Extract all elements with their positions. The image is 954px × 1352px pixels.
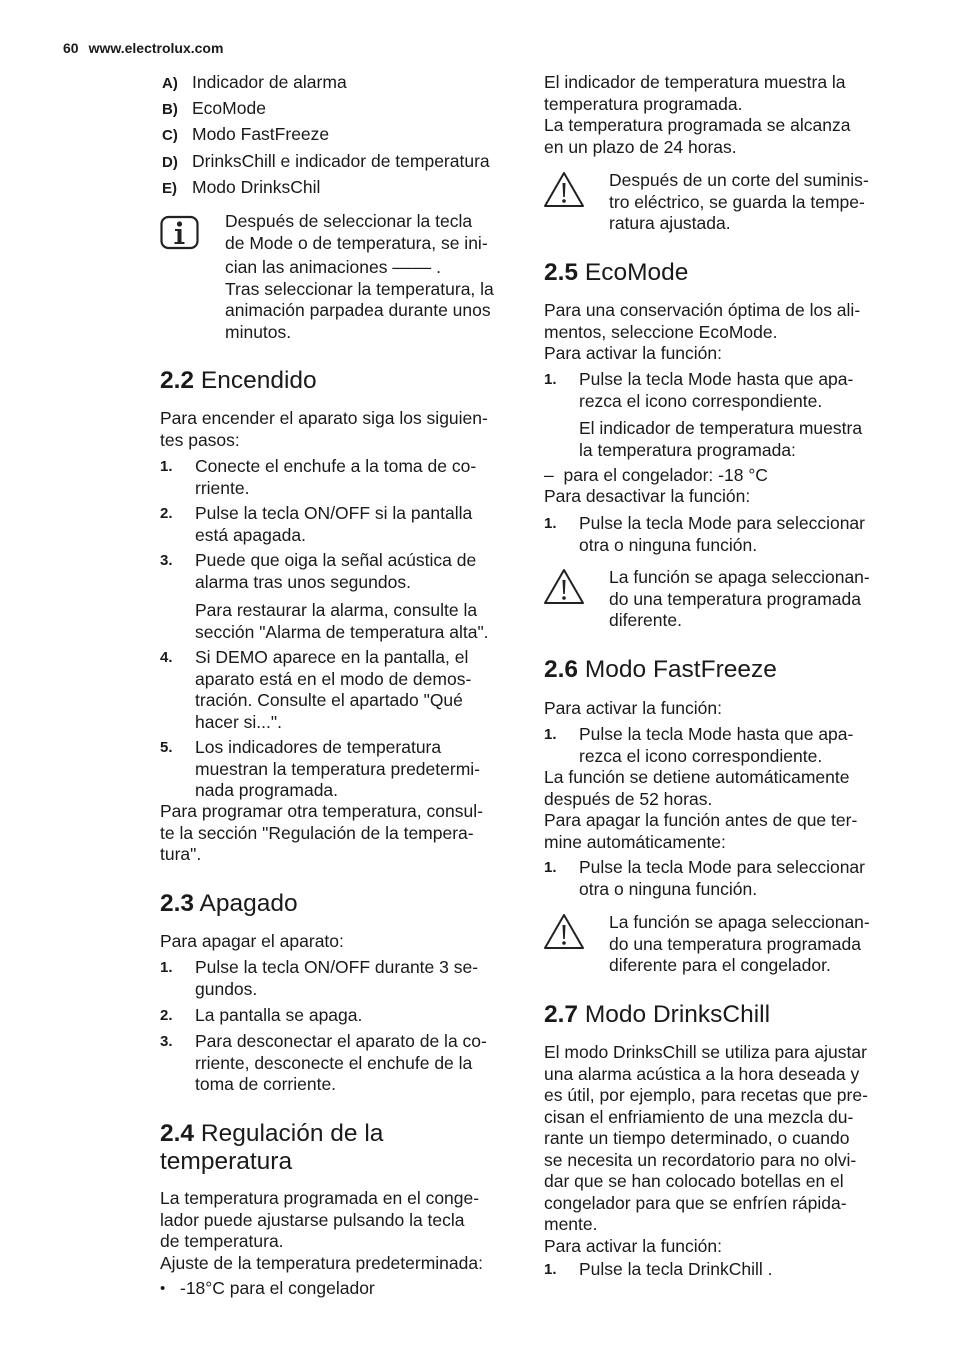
s24-intro: La temperatura programada en el conge- lador puede ajustarse pulsando la tecla de temperatura. Ajuste de la temperatura predeterminada: bbox=[160, 1188, 483, 1273]
page-header bbox=[63, 38, 233, 60]
list-item: 2. La pantalla se apaga. bbox=[160, 1005, 363, 1025]
list-item: 1. Pulse la tecla Mode para seleccionar otra o ninguna función. bbox=[544, 857, 865, 899]
list-item-note: Para restaurar la alarma, consulte la sección "Alarma de temperatura alta". bbox=[195, 600, 489, 642]
info-note: Después de seleccionar la tecla de Mode o de temperatura, se ini- cian las animaciones ‒‒‒‒ . Tras seleccionar la temperatura, la animación parpadea durante unos minutos. bbox=[160, 211, 514, 343]
page-number: 60 bbox=[63, 40, 79, 56]
s22-outro: Para programar otra temperatura, consul- te la sección "Regulación de la tempera- tura". bbox=[160, 801, 483, 864]
section-heading-2-6: 2.6 Modo FastFreeze bbox=[544, 656, 777, 683]
list-item: 1. Pulse la tecla Mode hasta que apa- rezca el icono correspondiente. bbox=[544, 369, 854, 411]
temp-indicator-text: El indicador de temperatura muestra la temperatura programada. La temperatura programada se alcanza en un plazo de 24 horas. bbox=[544, 72, 851, 157]
legend-item: D) DrinksChill e indicador de temperatura bbox=[162, 151, 490, 171]
warning-icon bbox=[544, 567, 586, 607]
warning-icon bbox=[544, 912, 586, 952]
section-heading-2-5: 2.5 EcoMode bbox=[544, 259, 689, 286]
list-item: 1. Pulse la tecla DrinkChill . bbox=[544, 1259, 773, 1279]
info-icon bbox=[160, 211, 202, 251]
section-heading-2-3: 2.3 Apagado bbox=[160, 890, 298, 917]
legend-item: B) EcoMode bbox=[162, 98, 266, 118]
list-item: 3. Para desconectar el aparato de la co- rriente, desconecte el enchufe de la toma de corriente. bbox=[160, 1031, 487, 1094]
list-item: 5. Los indicadores de temperatura muestran la temperatura predetermi- nada programada. bbox=[160, 737, 480, 800]
list-item: 3. Puede que oiga la señal acústica de alarma tras unos segundos. bbox=[160, 550, 477, 592]
bullet-item: • -18°C para el congelador bbox=[160, 1278, 375, 1298]
warning-note: La función se apaga seleccionan- do una temperatura programada diferente para el congelador. bbox=[544, 912, 894, 977]
legend-item: A) Indicador de alarma bbox=[162, 72, 347, 92]
s25-intro: Para una conservación óptima de los ali- mentos, seleccione EcoMode. Para activar la función: bbox=[544, 300, 861, 363]
s26-intro: Para activar la función: bbox=[544, 698, 723, 718]
dash-item: – para el congelador: -18 °C bbox=[544, 465, 768, 485]
section-heading-2-2: 2.2 Encendido bbox=[160, 367, 317, 394]
s26-mid: La función se detiene automáticamente después de 52 horas. Para apagar la función antes de que ter- mine automáticamente: bbox=[544, 767, 858, 852]
warning-note: Después de un corte del suminis- tro eléctrico, se guarda la tempe- ratura ajustada. bbox=[544, 170, 894, 235]
list-item: 2. Pulse la tecla ON/OFF si la pantalla está apagada. bbox=[160, 503, 473, 545]
list-item-note: El indicador de temperatura muestra la temperatura programada: bbox=[579, 418, 863, 460]
list-item: 4. Si DEMO aparece en la pantalla, el aparato está en el modo de demos- tración. Consulte el apartado "Qué hacer si...". bbox=[160, 647, 472, 732]
list-item: 1. Pulse la tecla Mode para seleccionar otra o ninguna función. bbox=[544, 513, 865, 555]
legend-item: C) Modo FastFreeze bbox=[162, 124, 330, 144]
warning-icon bbox=[544, 170, 586, 210]
s23-intro: Para apagar el aparato: bbox=[160, 931, 344, 951]
section-heading-2-7: 2.7 Modo DrinksChill bbox=[544, 1001, 771, 1028]
list-item: 1. Pulse la tecla ON/OFF durante 3 se- gundos. bbox=[160, 957, 479, 999]
list-item: 1. Conecte el enchufe a la toma de co- rriente. bbox=[160, 456, 477, 498]
s25-deactivate: Para desactivar la función: bbox=[544, 486, 751, 506]
site-url: www.electrolux.com bbox=[88, 40, 224, 56]
s27-body: El modo DrinksChill se utiliza para ajustar una alarma acústica a la hora deseada y es útil, por ejemplo, para recetas que pre- cisan el enfriamiento de una mezcla du- rante un tiempo determinado, o cuando se necesita un recordatorio para no olvi- dar que se han colocado botellas en el congelador para que se enfríen rápida- mente. Para activar la función: bbox=[544, 1042, 868, 1256]
section-heading-2-4: 2.4 Regulación de la temperatura bbox=[160, 1120, 384, 1175]
warning-note: La función se apaga seleccionan- do una temperatura programada diferente. bbox=[544, 567, 894, 632]
s22-intro: Para encender el aparato siga los siguien- tes pasos: bbox=[160, 408, 488, 450]
legend-item: E) Modo DrinksChil bbox=[162, 177, 321, 197]
list-item: 1. Pulse la tecla Mode hasta que apa- rezca el icono correspondiente. bbox=[544, 724, 854, 766]
